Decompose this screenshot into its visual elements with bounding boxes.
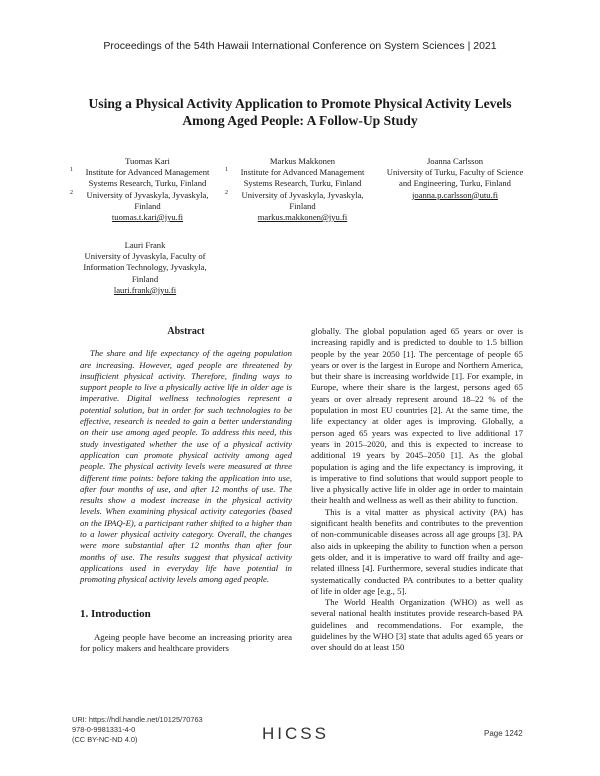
author-name: Lauri Frank <box>124 240 166 250</box>
footer-uri: URI: https://hdl.handle.net/10125/70763 <box>72 715 203 724</box>
author-email-link[interactable]: joanna.p.carlsson@utu.fi <box>412 189 498 200</box>
footer-license: (CC BY-NC-ND 4.0) <box>72 735 138 744</box>
author-name: Markus Makkonen <box>269 156 336 166</box>
abstract-text: The share and life expectancy of the ageing population are increasing. However, aged people are threatened by insufficient physical activity. Therefore, finding ways to support people to live a physically active life in older age is imperative. Digital wellness technologies represent a potential solution, but in order for such technologies to be effective, research is needed to gain a better understanding on their use among aged people. To address this need, this study investigated whether the use of a physical activity application can promote physical activity among aged people. The physical activity levels were measured at three different time points: before taking the application into use, after four months of use, and after 12 months of use. The results show a modest increase in the physical activity levels. When examining physical activity categories (based on the IPAQ-E), a participant rather shifted to a higher than to a lower physical activity category. Overall, the changes were more substantial after 12 months than after four months of use. The results suggest that physical activity applications used in everyday life have potential in promoting physical activity levels among aged people. <box>80 348 292 585</box>
author-block <box>385 156 525 201</box>
footer-info <box>72 715 203 745</box>
author-email-link[interactable]: tuomas.t.kari@jyu.fi <box>111 212 184 223</box>
hicss-logo: HICSS <box>262 724 329 743</box>
author-affiliation: University of Turku, Faculty of Science and Engineering, Turku, Finland <box>386 167 524 189</box>
author-block <box>70 156 220 223</box>
abstract-heading: Abstract <box>167 326 205 337</box>
author-email-link[interactable]: markus.makkonen@jyu.fi <box>257 212 348 223</box>
author-affiliation: 2 University of Jyvaskyla, Jyvaskyla, Finland <box>70 189 209 211</box>
right-column <box>311 326 523 654</box>
page-number: Page 1242 <box>484 729 523 738</box>
author-affiliation: 2 University of Jyvaskyla, Jyvaskyla, Finland <box>225 189 364 211</box>
body-paragraph: This is a vital matter as physical activity (PA) has significant health benefits and contributes to the prevention of non-communicable diseases across all age groups [3]. PA also aids in upkeeping the ability to function when a person gets older, and it is imperative to ward off frailty and age-related illness [4]. Furthermore, several studies indicate that systematically conducted PA contributes to a better quality of life in older age [e.g., 5]. <box>311 506 523 596</box>
paper-title: Using a Physical Activity Application to Promote Physical Activity Levels Among Aged People: A Follow-Up Study <box>88 96 512 128</box>
author-block <box>225 156 375 223</box>
section-heading: 1. Introduction <box>80 607 151 620</box>
author-affiliation: University of Jyvaskyla, Faculty of Information Technology, Jyvaskyla, Finland <box>83 251 207 284</box>
body-paragraph: globally. The global population aged 65 years or over is increasing rapidly and is predicted to double to 1.5 billion people by the year 2050 [1]. The percentage of people 65 years or over is the largest in Europe and Northern America, but their share is increasing worldwide [1]. For example, in Europe, where their share is the largest, persons aged 65 years or over already represent around 18–22 % of the population in most EU countries [2]. At the same time, the life expectancy at older ages is improving. Globally, a person aged 65 years was expected to live additional 17 years in 2015–2020, and this is expected to increase to additional 19 years by 2045–2050 [1]. As the global population is aging and the life expectancy is improving, it is imperative to find solutions that would support people to live a physically active life in older age in order to maintain their health and wellness as well as their ability to function. <box>311 326 523 506</box>
author-name: Joanna Carlsson <box>426 156 484 166</box>
left-column <box>80 326 292 654</box>
author-email-link[interactable]: lauri.frank@jyu.fi <box>113 284 177 295</box>
author-affiliation: 1 Institute for Advanced Management Systems Research, Turku, Finland <box>225 167 365 189</box>
author-affiliation: 1 Institute for Advanced Management Systems Research, Turku, Finland <box>70 167 210 189</box>
author-block <box>70 240 220 296</box>
author-name: Tuomas Kari <box>125 156 170 166</box>
footer-isbn: 978-0-9981331-4-0 <box>72 725 136 734</box>
body-paragraph: The World Health Organization (WHO) as well as several national health institutes provide research-based PA guidelines and recommendations. For example, the guidelines by the WHO [3] state that adults aged 65 years or over should do at least 150 <box>311 597 523 653</box>
intro-paragraph: Ageing people have become an increasing priority area for policy makers and healthcare providers <box>80 631 292 654</box>
proceedings-header: Proceedings of the 54th Hawaii International Conference on System Sciences | 2021 <box>103 40 497 52</box>
